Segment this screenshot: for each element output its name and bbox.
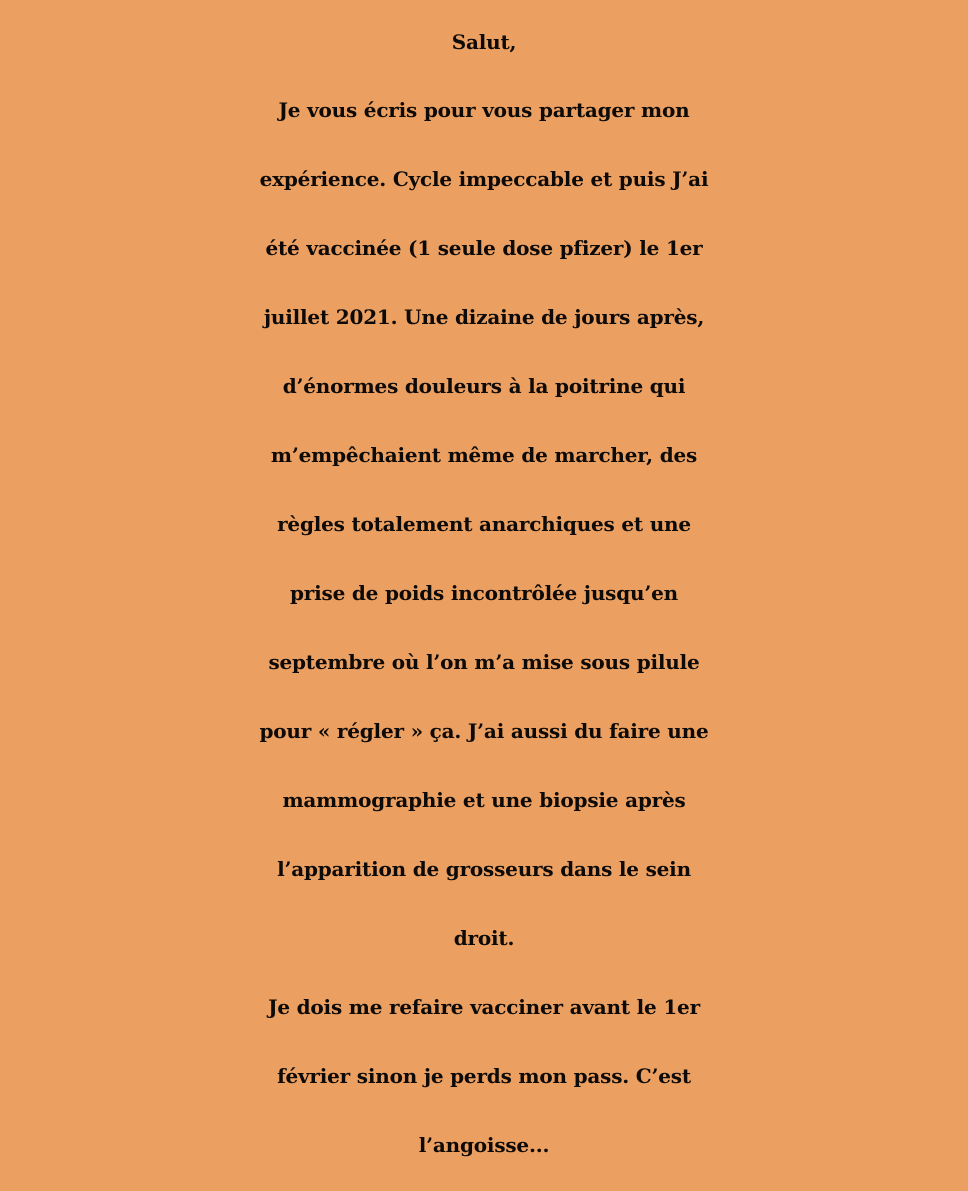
letter-line: Je vous écris pour vous partager mon [278, 98, 690, 122]
letter-line: l’apparition de grosseurs dans le sein [277, 857, 691, 881]
letter-line: m’empêchaient même de marcher, des [270, 443, 698, 467]
letter-line: règles totalement anarchiques et une [277, 512, 691, 536]
letter-line: Je dois me refaire vacciner avant le 1er [268, 995, 700, 1019]
letter-closing: l’angoisse... [418, 1133, 550, 1157]
letter-line: droit. [453, 926, 515, 950]
letter-line: juillet 2021. Une dizaine de jours après, [263, 305, 705, 329]
letter-line: février sinon je perds mon pass. C’est [277, 1064, 691, 1088]
letter-line: prise de poids incontrôlée jusqu’en [290, 581, 678, 605]
letter-line: expérience. Cycle impeccable et puis J’ai [259, 167, 709, 191]
letter-line: mammographie et une biopsie après [282, 788, 686, 812]
letter-line: pour « régler » ça. J’ai aussi du faire une [259, 719, 709, 743]
letter-line: septembre où l’on m’a mise sous pilule [268, 650, 700, 674]
letter-line: été vaccinée (1 seule dose pfizer) le 1er [265, 236, 703, 260]
letter-greeting: Salut, [451, 30, 517, 54]
letter-line: d’énormes douleurs à la poitrine qui [282, 374, 686, 398]
